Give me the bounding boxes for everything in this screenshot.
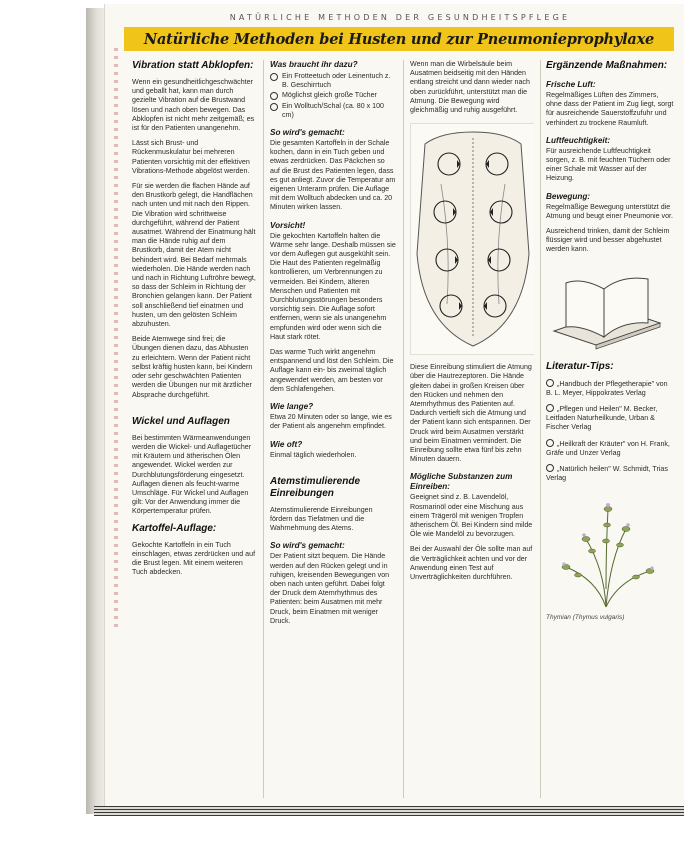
paragraph: Die gesamten Kartoffeln in der Schale kochen, dann in ein Tuch geben und etwas zerdrücken. Das Päckchen so auf die Brust des Patienten legen, dass es gut anliegt. Zuvor die Temperatur am eigenen Unterarm prüfen. Die Auflage mit dem Wolltuch abdecken und ca. 20 Minuten wirken lassen. <box>270 139 396 212</box>
paragraph: Atemstimulierende Einreibungen fördern das Tiefatmen und die Wahrnehmung des Atems. <box>270 505 373 533</box>
paragraph: Lässt sich Brust- und Rückenmuskulatur bei mehreren Patienten vorsichtig mit der effektiven Vibrations-Methode abgelöst werden. <box>132 139 250 175</box>
heading-vibration: Vibration statt Abklopfen: <box>132 60 254 71</box>
paragraph: Der Patient sitzt bequem. Die Hände werden auf den Rücken gelegt und in ruhigen, kreisenden Bewegungen von oben nach unten geführt. Dabei folgt der Druck dem Atemrhythmus des Patienten: beim Ausatmen mit mehr Druck, beim Einatmen mit weniger Druck. <box>270 552 390 625</box>
literature-item: „Heilkraft der Kräuter" von H. Frank, Gräfe und Unzer Verlag <box>546 439 670 457</box>
heading-bewegung: Bewegung: <box>546 191 591 201</box>
column-4 <box>546 60 674 800</box>
heading-atemstimulierende-einreibungen: Atemstimulierende Einreibungen <box>270 475 361 499</box>
title-banner <box>124 27 674 51</box>
running-head: NATÜRLICHE METHODEN DER GESUNDHEITSPFLEGE <box>229 13 571 22</box>
page-title: Natürliche Methoden bei Husten und zur Pneumonieprophylaxe <box>143 30 655 48</box>
paragraph: Beide Atemwege sind frei; die Übungen dienen dazu, das Abhusten zu erleichtern. Wenn der Patient nicht selbst kräftig husten kann, bei Kindern oder sehr geschwächten Patienten werden die Übungen nur mit ärztlicher Absprache durchgeführt. <box>132 335 253 399</box>
paragraph: Bei bestimmten Wärmeanwendungen werden die Wickel- und Auflagetücher mit Kräutern und ätherischen Ölen angewendet. Wickel werden zur Durchblutungsförderung eingesetzt. Auflagen dienen als feucht-warme Umschläge. Für Wickel und Auflagen gilt: Vor der Anwendung immer die Körpertemperatur prüfen. <box>132 433 252 516</box>
back-with-circles-illustration <box>411 124 534 354</box>
paragraph: Wenn man die Wirbelsäule beim Ausatmen beidseitig mit den Händen entlang streicht und dann wieder nach oben zurückführt, unterstützt man die Atmung. Die Bewegung wird gleichmäßig und ruhig ausgeführt. <box>410 60 530 115</box>
circle-bullet-icon <box>270 73 278 81</box>
literature-item: „Handbuch der Pflegetherapie" von B. L. Meyer, Hippokrates Verlag <box>546 379 668 397</box>
heading-wickel: Wickel und Auflagen <box>132 415 230 427</box>
circle-bullet-icon <box>270 103 278 111</box>
column-divider <box>263 60 264 798</box>
plant-caption: Thymian (Thymus vulgaris) <box>546 614 625 622</box>
page-edges <box>94 806 684 816</box>
paragraph: Für sie werden die flachen Hände auf den Brustkorb gelegt, die Handflächen nach unten und mit nach den Rippen. Die Vibration wird schrittweise durchgeführt, während der Patient ausatmet. Während der Einatmung hält man die Hände ruhig auf dem Brustkorb, damit der Atem nicht behindert wird. Bei Bedarf mehrmals wiederholen. Die Hände werden nach und nach in Richtung Luftröhre bewegt, so dass der Schleim in Richtung der Bronchien gelangen kann. Der Patient soll anschließend tief einatmen und husten, um den gelösten Schleim abzuhusten. <box>132 182 256 329</box>
circle-bullet-icon <box>546 439 554 447</box>
paragraph: Bei der Auswahl der Öle sollte man auf die Verträglichkeit achten und vor der Anwendung einen Test auf Unverträglichkeiten durchführen. <box>410 545 533 582</box>
paragraph: Wenn ein gesundheitlichgeschwächter und geballt hat, kann man durch gezielte Vibration auf die Brustwand lösen und nach oben bewegen. Das Abklopfen ist nicht mehr zeitgemäß; es ist für den Patienten unangenehm. <box>132 78 255 133</box>
heading-substanzen: Mögliche Substanzen zum Einreiben: <box>410 472 513 492</box>
book-illustration <box>546 261 666 351</box>
column-3 <box>410 60 534 800</box>
column-divider <box>540 60 541 798</box>
paragraph: Regelmäßiges Lüften des Zimmers, ohne dass der Patient im Zug liegt, sorgt für ausreichende Sauerstoffzufuhr und verhindert zu trockene Raumluft. <box>546 91 674 127</box>
circle-bullet-icon <box>546 464 554 472</box>
heading-wie-oft: Wie oft? <box>270 439 303 449</box>
paragraph: Das warme Tuch wirkt angenehm entspannend und löst den Schleim. Die Auflage kann ein- bis zweimal täglich angewendet werden, am besten vor dem Schlafengehen. <box>270 348 394 393</box>
heading-wie-lange: Wie lange? <box>270 402 314 412</box>
circle-bullet-icon <box>270 92 278 100</box>
heading-ergaenzende-massnahmen: Ergänzende Maßnahmen: <box>546 60 668 71</box>
column-divider <box>403 60 404 798</box>
paragraph: Etwa 20 Minuten oder so lange, wie es der Patient als angenehm empfindet. <box>270 413 392 431</box>
column-1 <box>132 60 256 800</box>
margin-marks <box>114 48 118 628</box>
paragraph: Ausreichend trinken, damit der Schleim flüssiger wird und besser abgehustet werden kann. <box>546 227 670 254</box>
paragraph: Einmal täglich wiederholen. <box>270 450 357 459</box>
heading-so-wirds-gemacht-2: So wird's gemacht: <box>270 541 345 551</box>
list-item: Möglichst gleich große Tücher <box>270 91 396 100</box>
paragraph: Geeignet sind z. B. Lavendelöl, Rosmarinöl oder eine Mischung aus einem Trägeröl mit wenigen Tropfen ätherischem Öl. Bei Kindern sind milde Öle wie Mandelöl zu bevorzugen. <box>410 493 533 539</box>
heading-kartoffel: Kartoffel-Auflage: <box>132 522 217 534</box>
literature-item: „Natürlich heilen" W. Schmidt, Trias Verlag <box>546 465 668 483</box>
column-2 <box>270 60 396 800</box>
heading-so-wirds-gemacht: So wird's gemacht: <box>270 128 345 138</box>
list-item: Ein Frotteetuch oder Leinentuch z. B. Geschirrtuch <box>270 72 396 90</box>
thyme-plant-illustration <box>546 489 666 609</box>
paragraph: Die gekochten Kartoffeln halten die Wärme sehr lange. Deshalb müssen sie vor dem Auflegen gut ausgekühlt sein. Die Haut des Patienten regelmäßig kontrollieren, um Verbrennungen zu vermeiden. Bei Kindern, älteren Menschen und Patienten mit Durchblutungsstörungen besonders vorsichtig sein. Die Auflage sofort entfernen, wenn sie als unangenehm empfunden wird oder wenn sich die Haut stark rötet. <box>270 231 396 341</box>
paragraph: Diese Einreibung stimuliert die Atmung über die Hautrezeptoren. Die Hände gleiten dabei in großen Kreisen über den Rücken und nehmen den Atemrhythmus des Patienten auf. Dadurch vertieft sich die Atmung und der Patient kann sich entspannen. Der Druck wird beim Ausatmen verstärkt und beim Einatmen vermindert. Die Einreibung sollte etwa fünf bis zehn Minuten dauern. <box>410 363 532 464</box>
paragraph: Regelmäßige Bewegung unterstützt die Atmung und beugt einer Pneumonie vor. <box>546 202 673 220</box>
literature-item: „Pflegen und Heilen" M. Becker, Leitfaden Naturheilkunde, Urban & Fischer Verlag <box>546 405 658 432</box>
heading-vorsicht: Vorsicht! <box>270 220 306 230</box>
back-massage-illustration <box>410 123 534 355</box>
paragraph: Gekochte Kartoffeln in ein Tuch einschlagen, etwas zerdrücken und auf die Brust legen. Mit einem weiteren Tuch abdecken. <box>132 540 256 577</box>
heading-luftfeuchtigkeit: Luftfeuchtigkeit: <box>546 135 611 145</box>
list-item: Ein Wolltuch/Schal (ca. 80 x 100 cm) <box>270 102 396 120</box>
heading-literatur-tips: Literatur-Tips: <box>546 360 614 372</box>
circle-bullet-icon <box>546 404 554 412</box>
circle-bullet-icon <box>546 379 554 387</box>
paragraph: Für ausreichende Luftfeuchtigkeit sorgen, z. B. mit feuchten Tüchern oder einer Schale mit Wasser auf der Heizung. <box>546 146 671 183</box>
heading-was-braucht: Was braucht ihr dazu? <box>270 60 358 69</box>
heading-frische-luft: Frische Luft: <box>546 80 596 89</box>
material-list <box>270 72 396 120</box>
